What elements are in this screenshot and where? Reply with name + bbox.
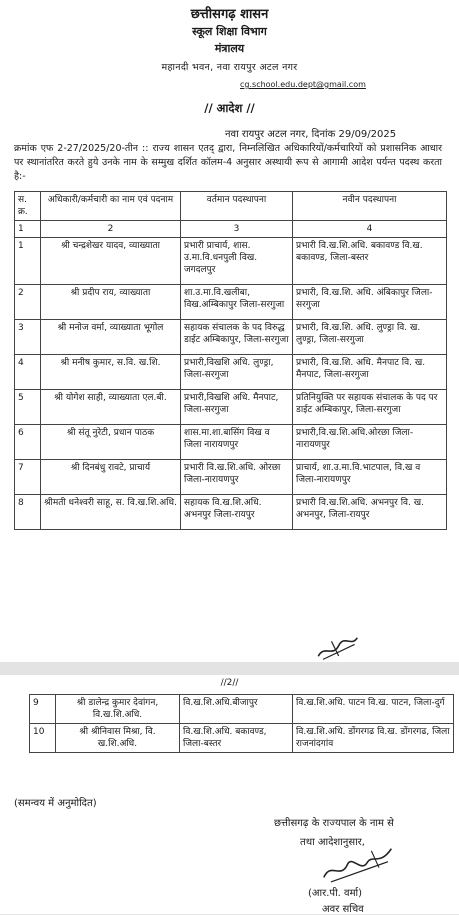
colnum-cell: 2 [41, 221, 181, 238]
current-posting-cell: प्रभारी वि.ख.शि.अधि. ओरछा जिला-नारायणपुर [181, 460, 293, 489]
order-title: // आदेश // [204, 101, 255, 115]
officer-name-cell: श्री डालेन्द्र कुमार देवांगन, वि.ख.शि.अधि. [56, 695, 180, 724]
table-row [30, 695, 454, 724]
current-posting-cell: वि.ख.शि.अधि.बीजापुर [180, 695, 293, 724]
spacer-cell [41, 523, 181, 530]
table-row [15, 285, 447, 314]
colnum-cell: 1 [15, 221, 41, 238]
serial-number-cell: 7 [15, 460, 41, 489]
officer-name-cell: श्री प्रदीप राय, व्याख्याता [41, 285, 181, 314]
serial-number-cell: 6 [15, 425, 41, 454]
page-number: //2// [220, 678, 239, 688]
new-posting-cell: प्रभारी,वि.ख.शि.अधि.ओरछा जिला-नारायणपुर [293, 425, 447, 454]
colnum-cell: 3 [181, 221, 293, 238]
table-row [15, 460, 447, 489]
serial-number-cell: 9 [30, 695, 56, 724]
officer-name-cell: श्री चन्द्रशेखर यादव, व्याख्याता [41, 238, 181, 279]
new-posting-cell: प्रभारी, वि.ख.शि. अधि. लुण्ड्रा वि. ख. लुण्ड्रा, जिला-सरगुजा [293, 320, 447, 349]
row-spacer [15, 523, 447, 530]
officer-name-cell: श्री दिनबंधु रावटे, प्राचार्य [41, 460, 181, 489]
officer-name-cell: श्री संतू नुरेटी, प्रधान पाठक [41, 425, 181, 454]
table-row [15, 390, 447, 419]
current-posting-cell: सहायक संचालक के पद विरुद्ध डाईट अम्बिकापुर, जिला-सरगुजा [181, 320, 293, 349]
table-row [30, 724, 454, 753]
spacer-cell [293, 523, 447, 530]
spacer-cell [181, 523, 293, 530]
signature-initial-mark [313, 633, 362, 662]
place-date: नवा रायपुर अटल नगर, दिनांक 29/09/2025 [225, 129, 397, 140]
transfer-table-continued [29, 694, 454, 753]
new-posting-cell: प्रभारी वि.ख.शि.अधि. अभनपुर वि. ख. अभनपुर, जिला-रायपुर [293, 495, 447, 524]
current-posting-cell: प्रभारी,विखशि अधि. मैनपाट, जिला-सरगुजा [181, 390, 293, 419]
table-header-row [15, 192, 447, 221]
header-cell: अधिकारी/कर्मचारी का नाम एवं पदनाम [41, 192, 181, 221]
colnum-cell: 4 [293, 221, 447, 238]
table-row [15, 355, 447, 384]
new-posting-cell: प्राचार्य, शा.उ.मा.वि.भाटपाल, वि.ख व जिला-नारायणपुर [293, 460, 447, 489]
current-posting-cell: सहायक वि.ख.शि.अधि. अभनपुर जिला-रायपुर [181, 495, 293, 524]
order-authority-line: तथा आदेशानुसार, [300, 837, 365, 848]
new-posting-cell: वि.ख.शि.अधि. पाटन वि.ख. पाटन, जिला-दुर्ग [293, 695, 454, 724]
spacer-cell [15, 523, 41, 530]
serial-number-cell: 3 [15, 320, 41, 349]
header-email: cg.school.edu.dept@gmail.com [240, 80, 366, 89]
serial-number-cell: 1 [15, 238, 41, 279]
serial-number-cell: 5 [15, 390, 41, 419]
table-row [15, 238, 447, 279]
header-cell: वर्तमान पदस्थापना [181, 192, 293, 221]
new-posting-cell: प्रभारी वि.ख.शि.अधि. बकावण्ड वि.ख. बकावण्ड, जिला-बस्तर [293, 238, 447, 279]
order-paragraph: क्रमांक एफ 2-27/2025/20-तीन :: राज्य शासन एतद् द्वारा, निम्नलिखित अधिकारियों/कर्मचारियों को प्रशासनिक आधार पर स्थानांतरित करते हुये उनके नाम के सम्मुख दर्शित कॉलम-4 अनुसार अस्थायी रूप से आगामी आदेश पर्यन्त पदस्थ करता है:- [14, 143, 442, 182]
header-government: छत्तीसगढ़ शासन [190, 7, 269, 22]
officer-name-cell: श्री श्रीनिवास मिश्रा, वि. ख.शि.अधि. [56, 724, 180, 753]
officer-name-cell: श्री मनोज वर्मा, व्याख्याता भूगोल [41, 320, 181, 349]
header-address: महानदी भवन, नवा रायपुर अटल नगर [161, 62, 298, 73]
current-posting-cell: प्रभारी प्राचार्य, शास. उ.मा.वि.धनपुली विख. जगदलपुर [181, 238, 293, 279]
officer-name-cell: श्री मनीष कुमार, स.वि. ख.शि. [41, 355, 181, 384]
document-page-2 [0, 675, 459, 914]
handwritten-signature [316, 842, 400, 888]
current-posting-cell: शास.मा.शा.बासिंग विख व जिला नारायणपुर [181, 425, 293, 454]
table-row [15, 495, 447, 524]
table-row [15, 425, 447, 454]
transfer-table [14, 191, 447, 530]
table-row [15, 320, 447, 349]
header-cell: स. क्र. [15, 192, 41, 221]
header-ministry: मंत्रालय [214, 42, 245, 55]
table-colnum-row [15, 221, 447, 238]
new-posting-cell: प्रतिनियुक्ति पर सहायक संचालक के पद पर डाईट अम्बिकापुर, जिला-सरगुजा [293, 390, 447, 419]
current-posting-cell: वि.ख.शि.अधि. बकावण्ड, जिला-बस्तर [180, 724, 293, 753]
serial-number-cell: 10 [30, 724, 56, 753]
approval-note: (समन्वय में अनुमोदित) [14, 798, 97, 809]
serial-number-cell: 8 [15, 495, 41, 524]
header-cell: नवीन पदस्थापना [293, 192, 447, 221]
current-posting-cell: शा.उ.मा.वि.खलीबा, विख.अम्बिकापुर जिला-सरगुजा [181, 285, 293, 314]
new-posting-cell: प्रभारी, वि.ख.शि. अधि. अंबिकापुर जिला-सरगुजा [293, 285, 447, 314]
header-department: स्कूल शिक्षा विभाग [192, 25, 267, 38]
governor-name-line: छत्तीसगढ़ के राज्यपाल के नाम से [274, 818, 394, 829]
signatory-name: (आर.पी. वर्मा) [308, 888, 363, 899]
officer-name-cell: श्रीमती धनेश्वरी साहू, स. वि.ख.शि.अधि. [41, 495, 181, 524]
new-posting-cell: प्रभारी, वि.ख.शि. अधि. मैनपाट वि. ख. मैनपाट, जिला-सरगुजा [293, 355, 447, 384]
officer-name-cell: श्री योगेश साही, व्याख्याता एल.बी. [41, 390, 181, 419]
serial-number-cell: 4 [15, 355, 41, 384]
new-posting-cell: वि.ख.शि.अधि. डोंगरगढ वि.ख. डोंगरगढ, जिला राजनांदगांव [293, 724, 454, 753]
current-posting-cell: प्रभारी,विखशि अधि. लुण्ड्रा, जिला-सरगुजा [181, 355, 293, 384]
serial-number-cell: 2 [15, 285, 41, 314]
signatory-designation: अवर सचिव [322, 904, 364, 915]
